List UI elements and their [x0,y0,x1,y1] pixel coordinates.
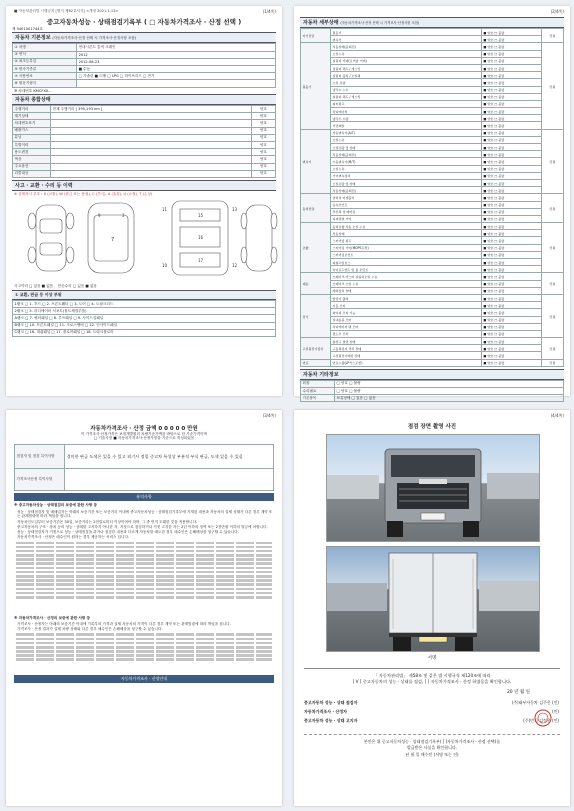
date-line: 20 년 월 일 [506,689,530,695]
other-info-row: 외장 □ 양호 □ 불량 [301,380,564,387]
basic-info-table [12,43,276,87]
detail-row: 고전원전기장치 충전구 절연 상태 ■ 양호 □ 불량 만원 [301,338,564,345]
truck-front-photo [326,434,540,542]
status-row: 배출가스 양호 [13,127,276,134]
detail-row: 고전원전기배선 상태 ■ 양호 □ 불량 [301,352,564,359]
notice-band: 유의사항 [14,493,274,501]
detail-row: 윈도우 모터 ■ 양호 □ 불량 [301,330,564,337]
detail-row: 스티어링 펌프 ■ 양호 □ 불량 [301,237,564,244]
detail-row: 실내송풍 모터 ■ 양호 □ 불량 [301,316,564,323]
official-seal [534,709,552,727]
other-info-row: 수리필요 □ 양호 □ 불량 [301,388,564,395]
form-title: 중고자동차성능 · 상태점검기록부 ( □ 자동차가격조사 · 산정 선택 ) [46,18,242,26]
detail-row: 시동 모터 ■ 양호 □ 불량 [301,302,564,309]
photo-title: 점검 장면 촬영 사진 [407,424,457,430]
svg-text:10: 10 [162,263,168,269]
status-legend: ※ 상태표시 부호 : X (교환), W (판금 또는 용접), C (부식), A (흠집), U (요철), T (손상) [14,191,153,196]
svg-text:7: 7 [111,237,115,244]
svg-text:9: 9 [98,213,101,219]
notice-item: 가격조사 · 산정자는 아래의 보증기간 이내에 기록부의 가격과 실제 자동차의 가격이 다른 경우 계약 또는 관계법령에 따라 책임을 집니다. [17,622,231,626]
notice-item: 중고자동차의 구조 · 장치 등의 성능 · 상태를 고지하지 아니한 자, 거짓으로 점검하거나 거짓 고지한 자는 2년 이하의 징역 또는 2천만원 이하의 벌금에 처합니다. [17,524,268,529]
svg-text:15: 15 [198,213,204,219]
page-number: (1/4쪽) [262,9,276,14]
section-detailed-status: 자동차 세부상태 (자동차가격조사·산정 선택 시 가격조사·산정사항 포함) [300,17,564,28]
svg-text:16: 16 [198,235,204,241]
status-table [12,105,276,178]
status-row: 리콜대상 양호 [13,170,276,177]
accident-row: 사고이력 □ 있음 ■ 없음 단순수리 □ 있음 ■ 없음 [14,284,97,289]
signature-caption: 서명 [427,656,437,661]
section-basic-info: 자동차 기본정보 (자동차가격조사·산정 선택 시 가격조사·산정사항 포함) [12,32,276,43]
detail-row: 변속기 ■ 양호 □ 불량 [301,36,564,43]
detail-row: 추진축 및 베어링 ■ 양호 □ 불량 [301,208,564,215]
other-info-table [300,380,564,403]
signer-table: 중고자동차 성능 · 상태 점검자 (주)태부자동차 김주옹 (인) 자동차가격조사 · 산정자 (인) 중고자동차 성능 · 상태 고지자 (주)번지 김정우 (인) [304,700,559,724]
detail-row: 디퍼렌셜 기어 ■ 양호 □ 불량 [301,215,564,222]
price-title: 자동차가격조사 · 산정 금액 0 0 0 0 0 만원 [90,426,198,432]
notice-list [14,510,274,540]
notice-fine-print [14,542,274,614]
car-diagram [12,197,276,279]
document-number: 제 5401001744호 [12,27,43,31]
status-row: 계기상태 양호 [13,113,276,120]
detail-row: 작동상태(공회전) ■ 양호 □ 불량 [301,151,564,158]
statement-line-1: 「 자동차관리법」 제58조 및 같은 법 시행규칙 제120조에 따라 [373,673,491,678]
detail-row: 배력장치 상태 ■ 양호 □ 불량 [301,287,564,294]
notice-title-2: ※ 자동차가격조사 · 산정의 보증에 관한 사항 등 [14,615,91,620]
basic-info-row: ⑦ 사용연료 □ 가솔린 ■ 디젤 □ LPG □ 하이브리드 □ 전기 [13,73,276,80]
remarks-table: 점검자 및 점검 특이사항 경미한 판금 도색은 있을 수 있고 외기시 정밀 중고차 특성상 부분적 부식 판금, 도색 있을 수 있음 가격조사산정 특이사항 [14,444,274,491]
section-damaged-parts: ① 교환, 판금 등 이상 부위 [12,290,276,300]
status-row: 차대번호표기 양호 [13,120,276,127]
status-row: 주요옵션 양호 [13,163,276,170]
detail-row: 오일누유 ■ 양호 □ 불량 [301,136,564,143]
section-other-info: 자동차 기타정보 [300,369,564,380]
notice-item: 성능 · 상태점검자 및 매매업자는 아래의 보증기간 또는 보증거리 이내에 중고자동차성능 · 상태점검기록부에 기재된 내용과 자동차의 실제 상태가 다른 경우 계약 또는 관계법령에 따라 책임을 집니다. [17,509,273,519]
detail-row: 스티어링 기어(MDPS포함) ■ 양호 □ 불량 [301,244,564,251]
basic-info-row: ⑧ 원동기형식 [13,80,276,87]
detail-row: 워터펌프 ■ 양호 □ 불량 [301,100,564,107]
page-number: (4/4쪽) [550,413,564,418]
detail-row: 타이로드엔드 및 볼 조인트 ■ 양호 □ 불량 [301,266,564,273]
detail-row: 오일유량 및 상태 ■ 양호 □ 불량 [301,179,564,186]
detail-row: 냉각수 누수 ■ 양호 □ 불량 [301,86,564,93]
status-row: 주행거리 현재 주행거리 [ 395,193 km ] 양호 [13,106,276,113]
buyer-sign-line: 년 월 일 매수인 (서명 또는 인) [405,752,459,758]
svg-text:12: 12 [232,263,238,269]
detail-row: 자기진단 원동기 ■ 양호 □ 불량 만원 [301,29,564,36]
detail-row: 와이퍼 모터 기능 ■ 양호 □ 불량 [301,309,564,316]
detail-row: 제동 브레이크 마스터 실린더오일 누유 ■ 양호 □ 불량 만원 [301,273,564,280]
document-page-3 [6,410,282,806]
truck-rear-photo [326,546,540,652]
inspector-remarks: 경미한 판금 도색은 있을 수 있고 외기시 정밀 중고차 특성상 부분적 부식 판금, 도색 있을 수 있음 [65,444,274,468]
detail-row: 조향 동력조향 작동 오일 누유 ■ 양호 □ 불량 만원 [301,223,564,230]
document-page-1 [6,6,282,396]
detail-row: 냉각수 수량 ■ 양호 □ 불량 [301,115,564,122]
detail-row: 수동변속기(M/T) ■ 양호 □ 불량 [301,158,564,165]
detail-row: 작동상태 ■ 양호 □ 불량 [301,230,564,237]
svg-text:13: 13 [232,207,238,213]
notice-item: 가격조사 · 산정 결과가 실제 차량 상태와 다른 경우 매수인은 손해배상을 청구할 수 있습니다. [17,627,163,632]
notice-item: 자동차인도일부터 보증기간은 30일, 보증거리는 2천킬로미터 이상이어야 하며, 그 중 먼저 도래한 것을 적용합니다. [17,519,198,524]
detail-row: 전기 발전기 출력 ■ 양호 □ 불량 만원 [301,294,564,301]
detail-row: 파워고압호스 ■ 양호 □ 불량 [301,259,564,266]
basic-info-row: ④ 최초등록일 2012-08-23 [13,58,276,65]
detail-row: 오일누유 ■ 양호 □ 불량 [301,50,564,57]
section-overall-status: 자동차 종합상태 [12,94,276,105]
vin-row: ⑨ 차대번호 KMCFXX... [14,88,52,93]
detail-row: 커먼레일 ■ 양호 □ 불량 [301,122,564,129]
price-note: 이 가격조사·산정가격은 보험개발원의 차량기준가액을 바탕으로 한 기준가격이며 [80,432,208,436]
detail-row: 오일 유량 ■ 양호 □ 불량 [301,79,564,86]
basic-info-row: ① 차명 현대시론트 통역 크레인 [13,44,276,51]
detail-row: 등속조인트 ■ 양호 □ 불량 [301,201,564,208]
section-accident-history: 사고 · 교환 · 수리 등 이력 [12,180,276,191]
detail-row: 변속기 자동변속기(A/T) ■ 양호 □ 불량 만원 [301,129,564,136]
detail-row: 스티어링조인트 ■ 양호 □ 불량 [301,251,564,258]
basic-info-row: ③ 연식 2012 [13,51,276,58]
status-row: 용도변경 양호 [13,149,276,156]
form-reference: ■ 자동차관리법 시행규칙 [별지 제82호서식] <개정 2021.1.13> [14,9,119,13]
detail-row: 실린더 헤드 / 개스킷 ■ 양호 □ 불량 [301,93,564,100]
page-number: (3/4쪽) [262,413,276,418]
status-row: 특별이력 양호 [13,142,276,149]
detail-row: 연료 연료누출(LP가스포함) ■ 양호 □ 불량 만원 [301,359,564,366]
detail-row: 원동기 작동상태(공회전) ■ 양호 □ 불량 만원 [301,43,564,50]
svg-text:3: 3 [122,213,125,219]
detail-row: 오일유량 및 상태 ■ 양호 □ 불량 [301,144,564,151]
detail-row: 동력전달 클러치 어셈블리 ■ 양호 □ 불량 만원 [301,194,564,201]
parts-table: 1랭크 □ 1. 후드 □ 2. 프론트휀더 □ 3. 도어 □ 4. 트렁크리드 2랭크 □ 5. 라디에이터 서포트(볼트체결부품) A랭크 □ 7. 쿼터패널 □ 8. 루프패널 □ 9. 사이드실패널 B랭크 □ 10. 프론트패널 □ 11. 크로스멤버 □ 12. 인사이드패널 C랭크 □ 16. 대쉬패널 □ 17. 플로어패널 □ 18. 트렁크플로어 [12,300,276,337]
car-side-view [88,203,134,273]
detail-row: 실린더 헤드 / 개스킷 ■ 양호 □ 불량 [301,64,564,71]
notice-list-2 [14,622,274,632]
notice-item: 자동차가격조사 · 산정은 매수인이 원하는 경우 제공하는 서비스 입니다. [17,535,130,540]
detail-row: 실린더 블록 / 오일팬 ■ 양호 □ 불량 [301,72,564,79]
detail-row: 구동축전지 격리 상태 ■ 양호 □ 불량 [301,345,564,352]
car-top-view-left [28,205,74,271]
detail-row: 브레이크 오일 누유 ■ 양호 □ 불량 [301,280,564,287]
document-page-2 [294,6,570,400]
car-top-view-right [241,205,277,271]
detail-row: 기어변속장치 ■ 양호 □ 불량 [301,172,564,179]
detailed-status-table [300,28,564,367]
notice-item: 성능 · 상태점검자가 거짓으로 성능 · 상태점검을 하거나 점검한 내용과 다르게 자동차를 매도한 경우 매수인은 손해배상을 청구할 수 있습니다. [17,530,239,535]
car-frame-view [162,201,238,275]
buyer-statement-2: 발급받은 사실을 확인합니다. [406,744,458,750]
page-number: (2/4쪽) [550,9,564,14]
detail-row: 라디에이터 ■ 양호 □ 불량 [301,108,564,115]
detail-row: 오일누유 ■ 양호 □ 불량 [301,165,564,172]
statement-line-2: [ V ] 중고자동차의 성능 · 상태를 점검, [ ] 자동차가격조사 · 산정 하였음을 확인합니다. [352,679,512,685]
svg-text:17: 17 [198,258,204,264]
detail-row: 실린더 커버(로커암 커버) ■ 양호 □ 불량 [301,57,564,64]
price-guide-band: 자동차가격조사 · 산정안내 [14,675,274,683]
certification-block [304,668,560,759]
svg-text:11: 11 [162,207,168,213]
notice-title: ※ 중고자동차성능 · 상태점검의 보증에 관한 사항 등 [14,503,98,508]
document-page-4 [294,410,570,806]
buyer-statement-1: 본인은 위 중고자동차성능 · 상태점검기록부( [ ]자동차가격조사 · 산정 선택)를 [363,738,501,744]
other-info-row: 기본품목 보유상태 □ 있음 □ 없음 [301,395,564,402]
detail-row: 라디에이터 팬 모터 ■ 양호 □ 불량 [301,323,564,330]
basic-info-row: ⑤ 변속기종류 ■ 수동 [13,66,276,73]
detail-row: 작동상태(공회전) ■ 양호 □ 불량 [301,187,564,194]
price-note-2: □ 기술사항 ■ 자동차가격조사·산정사항을 기준으로 작성되었음 [93,436,195,441]
status-row: 튜닝 양호 [13,134,276,141]
status-row: 색상 양호 [13,156,276,163]
